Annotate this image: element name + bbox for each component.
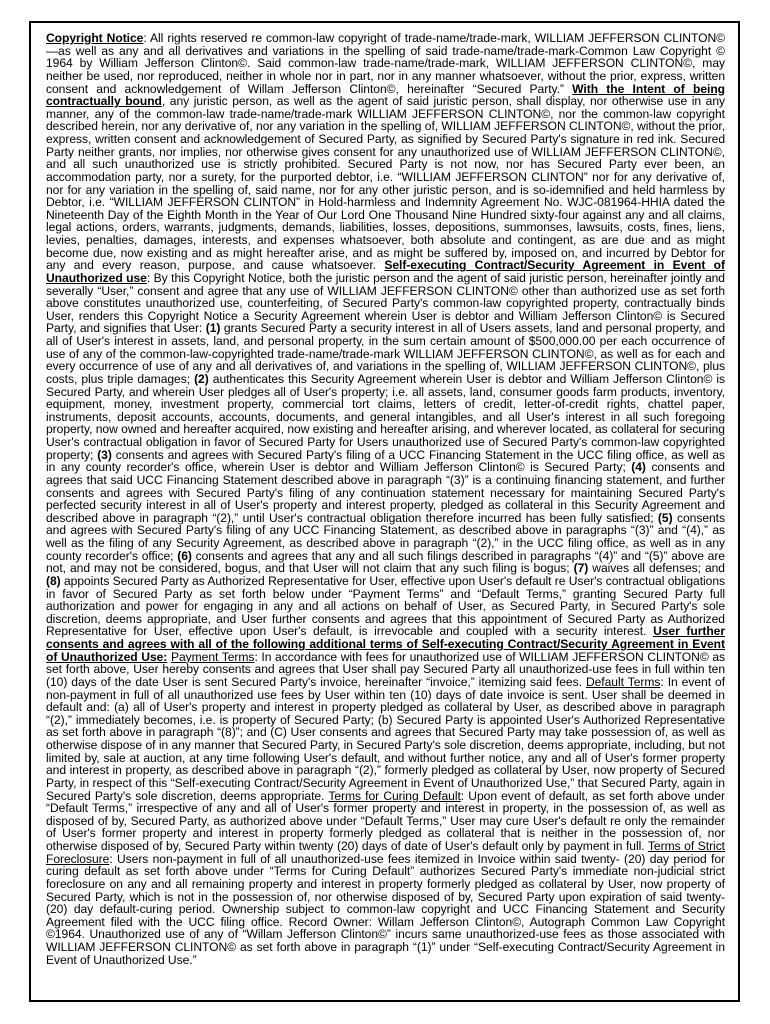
notice-text-12: : In accordance with fees for unauthorized use of WILLIAM JEFFERSON CLINTON© as set forth above, User hereby consents and agrees that User shall pay Secured Party all unauthorized-use fees in full within ten (10) days of the date User is sent Secured Party's invoice, hereinafter “invoice,” itemizing said fees. [46,649,725,689]
clause-number-5: (5) [657,510,673,525]
clause-number-2: (2) [194,371,209,386]
notice-text-2: , any juristic person, as well as the agent of said juristic person, shall display, nor otherwise use in any manner, any of the common-law trade-name/trade-mark WILLIAM JEFFERSON CLINTON©, nor the common-law copyright described herein, nor any derivative of, nor any variation in the spelling of, WILLIAM JEFFERSON CLINTON©, without the prior, express, written consent and acknowledgement of Secured Party, as signified by Secured Party's signature in red ink. Secured Party neither grants, nor implies, nor otherwise gives consent for any unauthorized use of WILLIAM JEFFERSON CLINTON©, and all such unauthorized use is strictly prohibited. Secured Party is not now, nor has Secured Party ever been, an accommodation party, nor a surety, for the purported debtor, i.e. “WILLIAM JEFFERSON CLINTON” nor for any derivative of, nor for any variation in the spelling of, said name, nor for any other juristic person, and is so-idemnified and held harmless by Debtor, i.e. “WILLIAM JEFFERSON CLINTON” in Hold-harmless and Indemnity Agreement No. WJC-081964-HHIA dated the Nineteenth Day of the Eighth Month in the Year of Our Lord One Thousand Nine Hundred sixty-four against any and all claims, legal actions, orders, warrants, judgments, demands, liabilities, losses, depositions, summonses, lawsuits, costs, fines, liens, levies, penalties, damages, interests, and expenses whatsoever, both absolute and contingent, as are due and as might become due, now existing and as might hereafter arise, and as might be suffered by, imposed on, and incurred by Debtor for any and every reason, purpose, and cause whatsoever. [46,94,725,273]
notice-text-13: : In event of non-payment in full of all unauthorized use fees by User within ten (10) days of date invoice is sent. User shall be deemed in default and: (a) all of User's property and interest in property pledged as collateral by User, as described above in paragraph “(2),” immediately becomes, i.e. is property of Secured Party; (b) Secured Party is appointed User's Authorized Representative as set forth above in paragraph “(8)”; and (C) User consents and agrees that Secured Party may take possession of, as well as otherwise dispose of in any manner that Secured Party, in Secured Party's sole discretion, deems appropriate, including, but not limited by, sale at auction, at any time following User's default, and without further notice, any and all of User's former property and interest in property, as described above in paragraph “(2),” formerly pledged as collateral by User, now property of Secured Party, in respect of this “Self-executing Contract/Security Agreement in Event of Unauthorized Use,” that Secured Party, again in Secured Party's sole discretion, deems appropriate. [46,674,726,803]
notice-text-15: : Users non-payment in full of all unauthorized-use fees itemized in Invoice within said twenty- (20) day period for curing default as set forth above under “Terms for Curing Default” authorizes Secured Party's immediate non-judicial strict foreclosure on any and all remaining property and interest in property formerly pledged as collateral by User, now property of Secured Party, which is not in the possession of, nor otherwise disposed of by, Secured Party upon expiration of said twenty- (20) day default-curing period. Ownership subject to common-law copyright and UCC Financing Statement and Security Agreement filed with the UCC filing office. Record Owner: Willam Jefferson Clinton©, Autograph Common Law Copyright ©1964. Unauthorized use of any of “Willam Jefferson Clinton©” incurs same unauthorized-use fees as those associated with WILLIAM JEFFERSON CLINTON© as set forth above in paragraph “(1)” under “Self-executing Contract/Security Agreement in Event of Unauthorized Use.” [46,851,725,967]
notice-text-9: consents and agrees that any and all such filings described in paragraphs “(4)” and “(5)” above are not, and may not be considered, bogus, and that User will not claim that any such filing is bogus; [46,548,725,576]
notice-text-11: appoints Secured Party as Authorized Representative for User, effective upon User's default re User's contractual obligations in favor of Secured Party as set forth below under “Payment Terms” and “Default Terms,” granting Secured Party full authorization and power for engaging in any and all actions on behalf of User, as Secured Party, in Secured Party's sole discretion, deems appropriate, and User further consents and agrees that this appointment of Secured Party as Authorized Representative for User, effective upon User's default, is irrevocable and coupled with a security interest. [46,573,725,639]
default-terms-label: Default Terms [585,674,661,689]
copyright-notice-paragraph [46,32,725,966]
strict-foreclosure-label: Terms of Strict Foreclosure [46,839,725,866]
notice-text-7: consents and agrees that said UCC Financing Statement described above in paragraph “(3)” is a continuing financing statement, and further consents and agrees with Secured Party's filing of any continuation statement necessary for maintaining Secured Party's perfected security interest in all of User's property and interest property, pledged as collateral in this Security Agreement and described above in paragraph “(2),” until User's contractual obligation therefore incurred has been fully satisfied; [46,460,725,525]
self-executing-heading: Self-executing Contract/Security Agreement in Event of Unauthorized use [46,258,725,285]
intent-heading: With the Intent of being contractually bound [46,81,725,109]
notice-text-6: consents and agrees with Secured Party's filing of a UCC Financing Statement in the UCC filing office, as well as in any county recorder's office, wherein User is debtor and William Jefferson Clinton© is Secured Party; [46,447,725,475]
payment-terms-label: Payment Terms [170,649,255,664]
clause-number-7: (7) [573,561,589,576]
notice-text-1: : All rights reserved re common-law copyright of trade-name/trade-mark, WILLIAM JEFFERSON CLINTON©—as well as any and all derivatives and variations in the spelling of said trade-name/trade-mark-Common Law Copyright © 1964 by William Jefferson Clinton©. Said common-law trade-name/trade-mark, WILLIAM JEFFERSON CLINTON©, may neither be used, nor reproduced, neither in whole nor in part, nor in any manner whatsoever, without the prior, express, written consent and acknowledgement of Willam Jefferson Clinton©, hereinafter “Secured Party.” [46,31,725,96]
clause-number-4: (4) [631,460,646,475]
copyright-notice-heading: Copyright Notice [46,31,144,45]
clause-number-1: (1) [205,321,221,336]
further-consent-heading: User further consents and agrees with all of the following additional terms of Self-executing Contract/Security Agreement in Event of Unauthorized Use: [46,624,726,664]
notice-text-14: : Upon event of default, as set forth above under “Default Terms,” irrespective of any and all of User's former property and interest in property, in the possession of, as well as disposed of by, Secured Party, as authorized above under “Default Terms,” User may cure User's default re only the remainder of User's former property and interest in property formerly pledged as collateral that is neither in the possession of, nor otherwise disposed of by, Secured Party within twenty (20) days of date of User's default only by payment in full. [46,788,725,853]
curing-default-label: Terms for Curing Default [328,788,461,803]
notice-text-4: grants Secured Party a security interest in all of Users assets, land and personal property, and all of User's interest in assets, land, and personal property, in the sum certain amount of $500,000.00 per each occurrence of use of any of the common-law-copyrighted trade-name/trade-mark WILLIAM JEFFERSON CLINTON©, as well as for each and every occurrence of use of any and all derivatives of, and variations in the spelling of, WILLIAM JEFFERSON CLINTON©, plus costs, plus triple damages; [46,321,725,386]
clause-number-3: (3) [97,447,112,462]
notice-text-3: : By this Copyright Notice, both the juristic person and the agent of said juristic person, hereinafter jointly and severally “User,” consent and agree that any use of WILLIAM JEFFERSON CLINTON© other than authorized use as set forth above constitutes unauthorized use, counterfeiting, of Secured Party's common-law copyrighted property, contractually binds User, renders this Copyright Notice a Security Agreement wherein User is debtor and William Jefferson Clinton© is Secured Party, and signifies that User: [46,270,725,336]
notice-text-5: authenticates this Security Agreement wherein User is debtor and William Jefferson Clinton© is Secured Party, and wherein User pledges all of User's property; i.e. all assets, land, consumer goods farm products, inventory, equipment, money, investment property, commercial tort claims, letters of credit, letter-of-credit rights, chattel paper, instruments, deposit accounts, accounts, documents, and general intangibles, and all User's interest in all such foregoing property, now owned and hereafter acquired, now existing and hereafter arising, and wherever located, as collateral for securing User's contractual obligation in favor of Secured Party for Users unauthorized use of Secured Party's common-law copyrighted property; [46,371,725,462]
notice-text-8: consents and agrees with Secured Party's filing of any UCC Financing Statement, as described above in paragraphs “(3)” and “(4),” as well as the filing of any Security Agreement, as described above in paragraph “(2),” in the UCC filing office, as well as in any county recorder's office; [46,510,725,563]
clause-number-8: (8) [46,573,61,588]
notice-border [29,21,740,1002]
notice-text-10: waives all defenses; and [588,561,725,576]
clause-number-6: (6) [177,548,192,563]
